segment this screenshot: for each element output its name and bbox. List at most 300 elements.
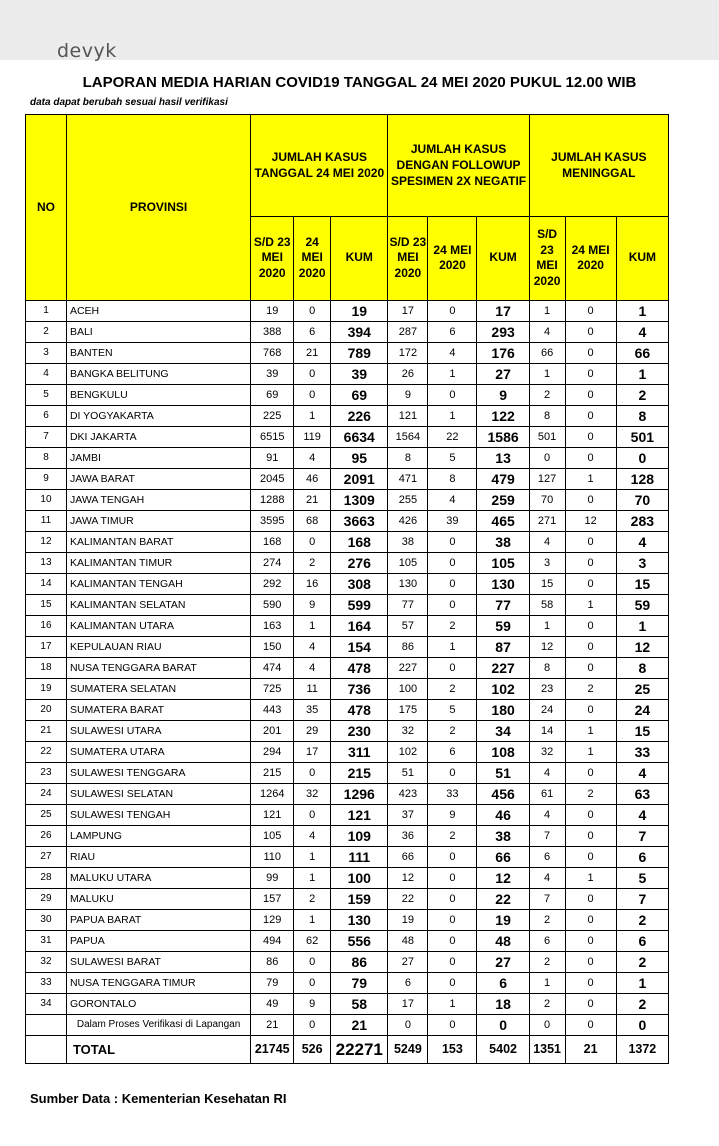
row-number: 7 [26, 427, 67, 448]
count-value: 86 [251, 952, 294, 973]
count-value: 15 [529, 574, 565, 595]
count-value: 62 [294, 931, 331, 952]
table-row [26, 364, 669, 385]
province-name: JAMBI [66, 448, 250, 469]
header-sd-kasus: S/D 23 MEI 2020 [251, 216, 294, 300]
header-sd-meninggal: S/D 23 MEI 2020 [529, 216, 565, 300]
province-name: DKI JAKARTA [66, 427, 250, 448]
count-value: 725 [251, 679, 294, 700]
province-name: PAPUA BARAT [66, 910, 250, 931]
province-name: BANGKA BELITUNG [66, 364, 250, 385]
kum-value: 311 [331, 742, 388, 763]
kum-value: 102 [477, 679, 529, 700]
report-title: LAPORAN MEDIA HARIAN COVID19 TANGGAL 24 MEI 2020 PUKUL 12.00 WIB [82, 74, 637, 91]
kum-value: 0 [477, 1015, 529, 1036]
row-number: 3 [26, 343, 67, 364]
total-value: 5402 [477, 1036, 529, 1064]
count-value: 0 [428, 868, 477, 889]
watermark-text: devyk [57, 40, 117, 62]
kum-value: 215 [331, 763, 388, 784]
kum-value: 58 [331, 994, 388, 1015]
count-value: 0 [565, 658, 616, 679]
count-value: 2 [428, 826, 477, 847]
count-value: 6 [388, 973, 428, 994]
count-value: 423 [388, 784, 428, 805]
kum-value: 736 [331, 679, 388, 700]
kum-value: 27 [477, 952, 529, 973]
kum-value: 226 [331, 406, 388, 427]
row-number: 11 [26, 511, 67, 532]
kum-value: 121 [331, 805, 388, 826]
count-value: 58 [529, 595, 565, 616]
kum-value: 109 [331, 826, 388, 847]
count-value: 27 [388, 952, 428, 973]
kum-value: 2 [616, 910, 668, 931]
kum-value: 39 [331, 364, 388, 385]
count-value: 0 [565, 910, 616, 931]
row-number: 32 [26, 952, 67, 973]
count-value: 4 [529, 868, 565, 889]
kum-value: 3 [616, 553, 668, 574]
count-value: 0 [565, 385, 616, 406]
row-number: 9 [26, 469, 67, 490]
province-name: NUSA TENGGARA BARAT [66, 658, 250, 679]
count-value: 86 [388, 637, 428, 658]
count-value: 6 [428, 742, 477, 763]
count-value: 172 [388, 343, 428, 364]
count-value: 17 [388, 994, 428, 1015]
count-value: 5 [428, 448, 477, 469]
table-row [26, 511, 669, 532]
table-row [26, 385, 669, 406]
count-value: 1 [428, 406, 477, 427]
count-value: 1 [529, 364, 565, 385]
count-value: 255 [388, 490, 428, 511]
count-value: 1 [565, 469, 616, 490]
kum-value: 79 [331, 973, 388, 994]
count-value: 127 [529, 469, 565, 490]
kum-value: 21 [331, 1015, 388, 1036]
table-row [26, 595, 669, 616]
total-value: 21 [565, 1036, 616, 1064]
count-value: 4 [529, 532, 565, 553]
province-name: ACEH [66, 301, 250, 322]
count-value: 4 [294, 826, 331, 847]
count-value: 19 [251, 301, 294, 322]
kum-value: 6 [616, 931, 668, 952]
count-value: 0 [565, 889, 616, 910]
kum-value: 66 [616, 343, 668, 364]
count-value: 0 [428, 301, 477, 322]
count-value: 12 [529, 637, 565, 658]
kum-value: 15 [616, 574, 668, 595]
province-name: SUMATERA BARAT [66, 700, 250, 721]
kum-value: 1 [616, 364, 668, 385]
count-value: 4 [529, 805, 565, 826]
count-value: 0 [428, 910, 477, 931]
kum-value: 122 [477, 406, 529, 427]
count-value: 102 [388, 742, 428, 763]
count-value: 292 [251, 574, 294, 595]
kum-value: 259 [477, 490, 529, 511]
table-row [26, 469, 669, 490]
count-value: 501 [529, 427, 565, 448]
table-row [26, 301, 669, 322]
count-value: 4 [428, 343, 477, 364]
count-value: 4 [294, 658, 331, 679]
kum-value: 4 [616, 322, 668, 343]
table-row [26, 490, 669, 511]
province-name: MALUKU UTARA [66, 868, 250, 889]
count-value: 157 [251, 889, 294, 910]
count-value: 17 [294, 742, 331, 763]
kum-value: 87 [477, 637, 529, 658]
kum-value: 230 [331, 721, 388, 742]
count-value: 1 [529, 973, 565, 994]
count-value: 2 [529, 994, 565, 1015]
count-value: 0 [428, 952, 477, 973]
verification-row [26, 1015, 669, 1036]
count-value: 1 [294, 616, 331, 637]
count-value: 0 [565, 826, 616, 847]
header-group-meninggal: JUMLAH KASUS MENINGGAL [529, 115, 668, 217]
count-value: 0 [565, 532, 616, 553]
row-number: 14 [26, 574, 67, 595]
total-value: 526 [294, 1036, 331, 1064]
header-group-kasus: JUMLAH KASUS TANGGAL 24 MEI 2020 [251, 115, 388, 217]
kum-value: 6 [616, 847, 668, 868]
province-name: BANTEN [66, 343, 250, 364]
count-value: 46 [294, 469, 331, 490]
kum-value: 33 [616, 742, 668, 763]
count-value: 7 [529, 889, 565, 910]
table-row [26, 889, 669, 910]
count-value: 0 [565, 553, 616, 574]
total-value: 153 [428, 1036, 477, 1064]
count-value: 66 [388, 847, 428, 868]
total-value: 5249 [388, 1036, 428, 1064]
count-value: 1 [529, 301, 565, 322]
count-value: 294 [251, 742, 294, 763]
kum-value: 6634 [331, 427, 388, 448]
count-value: 201 [251, 721, 294, 742]
count-value: 2045 [251, 469, 294, 490]
header-today-meninggal: 24 MEI 2020 [565, 216, 616, 300]
count-value: 768 [251, 343, 294, 364]
count-value: 0 [565, 973, 616, 994]
count-value: 9 [294, 994, 331, 1015]
table-row [26, 658, 669, 679]
province-name: JAWA TENGAH [66, 490, 250, 511]
row-number: 26 [26, 826, 67, 847]
kum-value: 17 [477, 301, 529, 322]
header-row-groups [26, 115, 669, 217]
row-number: 27 [26, 847, 67, 868]
kum-value: 108 [477, 742, 529, 763]
count-value: 1264 [251, 784, 294, 805]
total-value: 21745 [251, 1036, 294, 1064]
count-value: 2 [529, 385, 565, 406]
total-value: 22271 [331, 1036, 388, 1064]
count-value: 32 [388, 721, 428, 742]
table-row [26, 637, 669, 658]
count-value: 0 [428, 973, 477, 994]
header-group-followup: JUMLAH KASUS DENGAN FOLLOWUP SPESIMEN 2X NEGATIF [388, 115, 529, 217]
kum-value: 599 [331, 595, 388, 616]
count-value: 1288 [251, 490, 294, 511]
count-value: 0 [428, 931, 477, 952]
row-number: 12 [26, 532, 67, 553]
row-number: 25 [26, 805, 67, 826]
count-value: 8 [428, 469, 477, 490]
count-value: 3 [529, 553, 565, 574]
count-value: 1 [294, 847, 331, 868]
kum-value: 95 [331, 448, 388, 469]
header-provinsi: PROVINSI [66, 115, 250, 301]
count-value: 16 [294, 574, 331, 595]
kum-value: 130 [331, 910, 388, 931]
kum-value: 25 [616, 679, 668, 700]
count-value: 17 [388, 301, 428, 322]
kum-value: 59 [477, 616, 529, 637]
count-value: 119 [294, 427, 331, 448]
row-number: 18 [26, 658, 67, 679]
table-row [26, 973, 669, 994]
kum-value: 48 [477, 931, 529, 952]
count-value: 443 [251, 700, 294, 721]
kum-value: 105 [477, 553, 529, 574]
row-number: 8 [26, 448, 67, 469]
count-value: 91 [251, 448, 294, 469]
table-row [26, 700, 669, 721]
row-number: 28 [26, 868, 67, 889]
province-name: SULAWESI TENGAH [66, 805, 250, 826]
total-row [26, 1036, 669, 1064]
province-name: RIAU [66, 847, 250, 868]
kum-value: 164 [331, 616, 388, 637]
count-value: 0 [565, 805, 616, 826]
count-value: 0 [294, 952, 331, 973]
count-value: 66 [529, 343, 565, 364]
kum-value: 1 [616, 301, 668, 322]
kum-value: 465 [477, 511, 529, 532]
kum-value: 7 [616, 826, 668, 847]
count-value: 39 [428, 511, 477, 532]
count-value: 1 [565, 868, 616, 889]
count-value: 99 [251, 868, 294, 889]
header-kum-followup: KUM [477, 216, 529, 300]
count-value: 0 [529, 1015, 565, 1036]
count-value: 110 [251, 847, 294, 868]
count-value: 0 [428, 1015, 477, 1036]
row-number: 4 [26, 364, 67, 385]
count-value: 0 [428, 595, 477, 616]
count-value: 24 [529, 700, 565, 721]
count-value: 105 [388, 553, 428, 574]
count-value: 0 [565, 931, 616, 952]
count-value: 4 [294, 448, 331, 469]
count-value: 37 [388, 805, 428, 826]
count-value: 2 [565, 784, 616, 805]
kum-value: 168 [331, 532, 388, 553]
count-value: 215 [251, 763, 294, 784]
count-value: 1 [565, 595, 616, 616]
count-value: 0 [294, 763, 331, 784]
province-name: KALIMANTAN TENGAH [66, 574, 250, 595]
table-row [26, 742, 669, 763]
kum-value: 69 [331, 385, 388, 406]
kum-value: 0 [616, 448, 668, 469]
count-value: 6 [529, 847, 565, 868]
count-value: 57 [388, 616, 428, 637]
count-value: 12 [388, 868, 428, 889]
count-value: 0 [294, 1015, 331, 1036]
row-number: 22 [26, 742, 67, 763]
count-value: 0 [294, 973, 331, 994]
kum-value: 130 [477, 574, 529, 595]
count-value: 2 [294, 553, 331, 574]
kum-value: 1586 [477, 427, 529, 448]
province-name: JAWA BARAT [66, 469, 250, 490]
count-value: 0 [565, 847, 616, 868]
count-value: 0 [428, 532, 477, 553]
kum-value: 38 [477, 826, 529, 847]
count-value: 8 [388, 448, 428, 469]
report-subtitle: data dapat berubah sesuai hasil verifikasi [30, 97, 228, 108]
count-value: 4 [294, 637, 331, 658]
province-name: BENGKULU [66, 385, 250, 406]
kum-value: 51 [477, 763, 529, 784]
count-value: 49 [251, 994, 294, 1015]
kum-value: 6 [477, 973, 529, 994]
header-today-followup: 24 MEI 2020 [428, 216, 477, 300]
row-number: 13 [26, 553, 67, 574]
total-value: 1351 [529, 1036, 565, 1064]
table-row [26, 406, 669, 427]
row-number: 29 [26, 889, 67, 910]
count-value: 388 [251, 322, 294, 343]
table-row [26, 553, 669, 574]
count-value: 29 [294, 721, 331, 742]
kum-value: 19 [331, 301, 388, 322]
kum-value: 154 [331, 637, 388, 658]
kum-value: 176 [477, 343, 529, 364]
count-value: 70 [529, 490, 565, 511]
count-value: 0 [565, 343, 616, 364]
count-value: 6 [428, 322, 477, 343]
count-value: 79 [251, 973, 294, 994]
count-value: 474 [251, 658, 294, 679]
kum-value: 2091 [331, 469, 388, 490]
count-value: 4 [529, 322, 565, 343]
count-value: 590 [251, 595, 294, 616]
count-value: 0 [565, 700, 616, 721]
count-value: 0 [565, 427, 616, 448]
count-value: 0 [428, 385, 477, 406]
kum-value: 12 [616, 637, 668, 658]
kum-value: 66 [477, 847, 529, 868]
province-name: KALIMANTAN TIMUR [66, 553, 250, 574]
count-value: 0 [565, 994, 616, 1015]
count-value: 163 [251, 616, 294, 637]
count-value: 1 [565, 721, 616, 742]
count-value: 150 [251, 637, 294, 658]
kum-value: 13 [477, 448, 529, 469]
row-number: 23 [26, 763, 67, 784]
count-value: 6 [529, 931, 565, 952]
count-value: 0 [294, 364, 331, 385]
kum-value: 1309 [331, 490, 388, 511]
kum-value: 8 [616, 406, 668, 427]
total-no-cell [26, 1036, 67, 1064]
kum-value: 293 [477, 322, 529, 343]
count-value: 130 [388, 574, 428, 595]
count-value: 175 [388, 700, 428, 721]
kum-value: 394 [331, 322, 388, 343]
table-row [26, 805, 669, 826]
count-value: 0 [428, 658, 477, 679]
count-value: 1 [529, 616, 565, 637]
kum-value: 2 [616, 994, 668, 1015]
row-number: 15 [26, 595, 67, 616]
kum-value: 27 [477, 364, 529, 385]
count-value: 8 [529, 658, 565, 679]
count-value: 35 [294, 700, 331, 721]
count-value: 1 [294, 910, 331, 931]
row-number [26, 1015, 67, 1036]
kum-value: 159 [331, 889, 388, 910]
count-value: 227 [388, 658, 428, 679]
count-value: 287 [388, 322, 428, 343]
kum-value: 7 [616, 889, 668, 910]
province-name: SUMATERA UTARA [66, 742, 250, 763]
count-value: 129 [251, 910, 294, 931]
count-value: 0 [565, 301, 616, 322]
count-value: 5 [428, 700, 477, 721]
count-value: 0 [565, 616, 616, 637]
count-value: 2 [565, 679, 616, 700]
kum-value: 1296 [331, 784, 388, 805]
kum-value: 77 [477, 595, 529, 616]
row-number: 34 [26, 994, 67, 1015]
table-row [26, 448, 669, 469]
kum-value: 8 [616, 658, 668, 679]
kum-value: 556 [331, 931, 388, 952]
table-row [26, 343, 669, 364]
kum-value: 1 [616, 973, 668, 994]
row-number: 5 [26, 385, 67, 406]
kum-value: 100 [331, 868, 388, 889]
count-value: 105 [251, 826, 294, 847]
kum-value: 4 [616, 763, 668, 784]
count-value: 21 [251, 1015, 294, 1036]
table-row [26, 532, 669, 553]
count-value: 271 [529, 511, 565, 532]
province-name: KALIMANTAN UTARA [66, 616, 250, 637]
header-sd-followup: S/D 23 MEI 2020 [388, 216, 428, 300]
count-value: 0 [428, 847, 477, 868]
count-value: 1 [428, 637, 477, 658]
row-number: 17 [26, 637, 67, 658]
province-name: SULAWESI BARAT [66, 952, 250, 973]
count-value: 8 [529, 406, 565, 427]
count-value: 9 [294, 595, 331, 616]
kum-value: 46 [477, 805, 529, 826]
province-name: SULAWESI SELATAN [66, 784, 250, 805]
kum-value: 63 [616, 784, 668, 805]
count-value: 2 [529, 910, 565, 931]
kum-value: 15 [616, 721, 668, 742]
